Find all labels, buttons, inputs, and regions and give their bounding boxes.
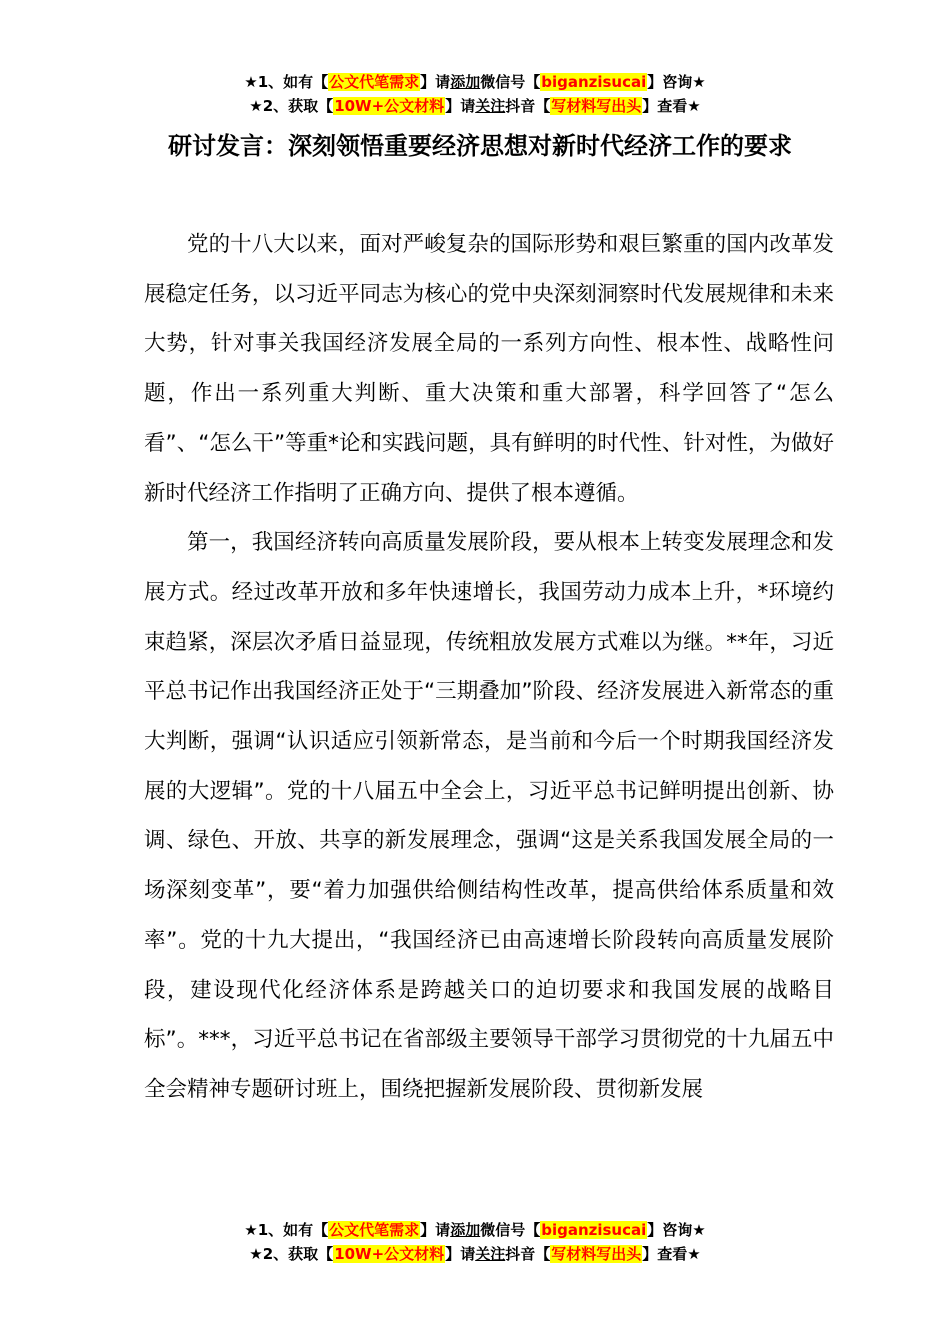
promo-douyin-id: 写材料写出头 <box>551 1245 642 1263</box>
paragraph: 第一，我国经济转向高质量发展阶段，要从根本上转变发展理念和发展方式。经过改革开放和多年快速增长，我国劳动力成本上升，*环境约束趋紧，深层次矛盾日益显现，传统粗放发展方式难以为继。**年，习近平总书记作出我国经济正处于“三期叠加”阶段、经济发展进入新常态的重大判断，强调“认识适应引领新常态，是当前和今后一个时期我国经济发展的大逻辑”。党的十八届五中全会上，习近平总书记鲜明提出创新、协调、绿色、开放、共享的新发展理念，强调“这是关系我国发展全局的一场深刻变革”，要“着力加强供给侧结构性改革，提高供给体系质量和效率”。党的十九大提出，“我国经济已由高速增长阶段转向高质量发展阶段，建设现代化经济体系是跨越关口的迫切要求和我国发展的战略目标”。***，习近平总书记在省部级主要领导干部学习贯彻党的十九届五中全会精神专题研讨班上，围绕把握新发展阶段、贯彻新发展 <box>144 530 834 1102</box>
document-title: 研讨发言：深刻领悟重要经济思想对新时代经济工作的要求 <box>168 132 792 160</box>
header-promo-banner <box>0 70 950 118</box>
promo-douyin-id: 写材料写出头 <box>551 97 642 115</box>
document-body <box>144 220 834 1115</box>
promo-wechat-id: biganzisucai <box>541 1221 647 1239</box>
promo-highlight: 公文代笔需求 <box>329 73 420 91</box>
promo-highlight: 公文代笔需求 <box>329 1221 420 1239</box>
promo-line-2: ★2、获取【10W+公文材料】请关注抖音【写材料写出头】查看★ <box>249 1245 701 1263</box>
promo-highlight: 10W+公文材料 <box>334 97 445 115</box>
paragraph: 党的十八大以来，面对严峻复杂的国际形势和艰巨繁重的国内改革发展稳定任务，以习近平同志为核心的党中央深刻洞察时代发展规律和未来大势，针对事关我国经济发展全局的一系列方向性、根本性、战略性问题，作出一系列重大判断、重大决策和重大部署，科学回答了“怎么看”、“怎么干”等重*论和实践问题，具有鲜明的时代性、针对性，为做好新时代经济工作指明了正确方向、提供了根本遵循。 <box>144 232 834 506</box>
promo-line-1: ★1、如有【公文代笔需求】请添加微信号【biganzisucai】咨询★ <box>244 73 706 91</box>
footer-promo-banner <box>0 1218 950 1266</box>
promo-highlight: 10W+公文材料 <box>334 1245 445 1263</box>
promo-wechat-id: biganzisucai <box>541 73 647 91</box>
promo-line-2: ★2、获取【10W+公文材料】请关注抖音【写材料写出头】查看★ <box>249 97 701 115</box>
promo-line-1: ★1、如有【公文代笔需求】请添加微信号【biganzisucai】咨询★ <box>244 1221 706 1239</box>
